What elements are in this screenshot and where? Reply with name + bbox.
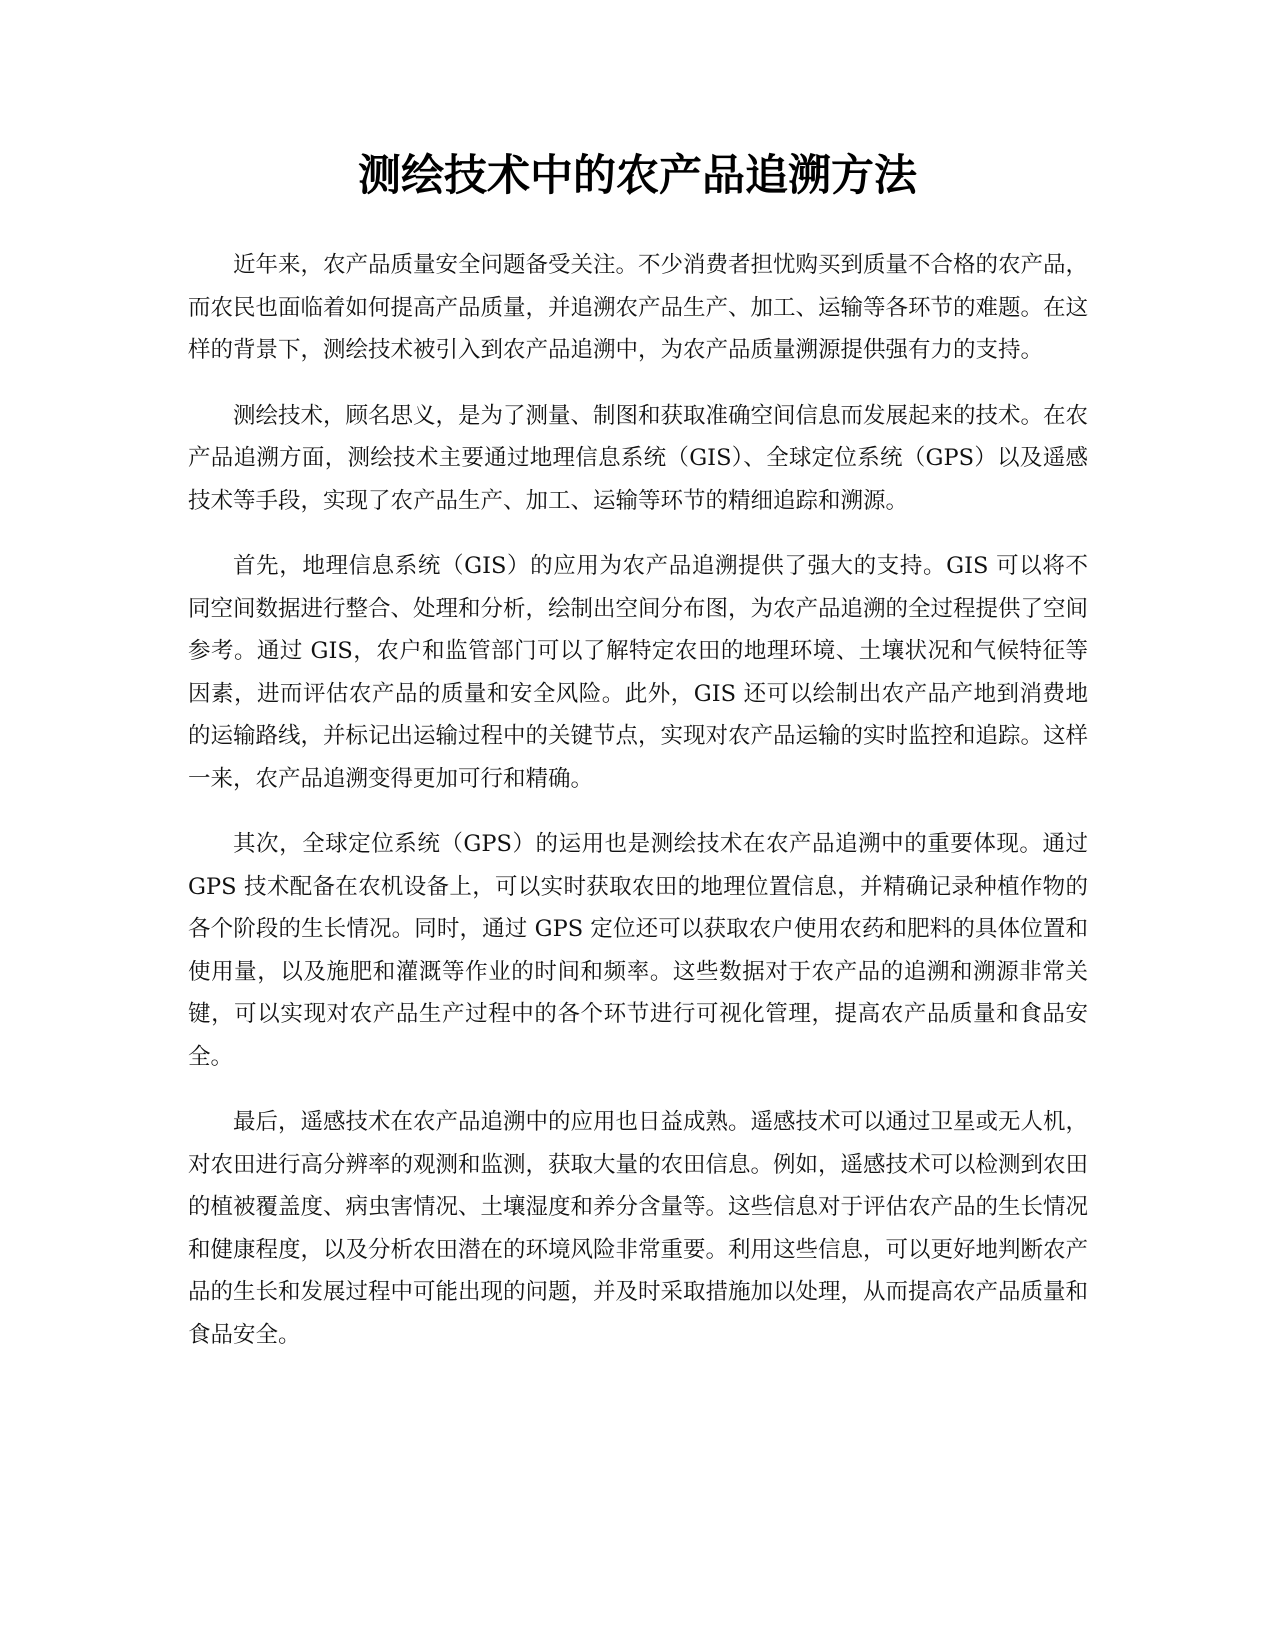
paragraph-gis: 首先，地理信息系统（GIS）的应用为农产品追溯提供了强大的支持。GIS 可以将不同空间数据进行整合、处理和分析，绘制出空间分布图，为农产品追溯的全过程提供了空间参考。通过 GIS，农户和监管部门可以了解特定农田的地理环境、土壤状况和气候特征等因素，进而评估农产品的质量和安全风险。此外，GIS 还可以绘制出农产品产地到消费地的运输路线，并标记出运输过程中的关键节点，实现对农产品运输的实时监控和追踪。这样一来，农产品追溯变得更加可行和精确。	[188, 553, 1089, 792]
document-body	[188, 244, 1088, 1379]
paragraph-definition: 测绘技术，顾名思义，是为了测量、制图和获取准确空间信息而发展起来的技术。在农产品追溯方面，测绘技术主要通过地理信息系统（GIS）、全球定位系统（GPS）以及遥感技术等手段，实现了农产品生产、加工、运输等环节的精细追踪和溯源。	[188, 402, 1089, 514]
paragraph-remote-sensing: 最后，遥感技术在农产品追溯中的应用也日益成熟。遥感技术可以通过卫星或无人机，对农田进行高分辨率的观测和监测，获取大量的农田信息。例如，遥感技术可以检测到农田的植被覆盖度、病虫害情况、土壤湿度和养分含量等。这些信息对于评估农产品的生长情况和健康程度，以及分析农田潜在的环境风险非常重要。利用这些信息，可以更好地判断农产品的生长和发展过程中可能出现的问题，并及时采取措施加以处理，从而提高农产品质量和食品安全。	[188, 1109, 1089, 1348]
document-title: 测绘技术中的农产品追溯方法	[358, 151, 917, 201]
paragraph-gps: 其次，全球定位系统（GPS）的运用也是测绘技术在农产品追溯中的重要体现。通过 GPS 技术配备在农机设备上，可以实时获取农田的地理位置信息，并精确记录种植作物的各个阶段的生长情况。同时，通过 GPS 定位还可以获取农户使用农药和肥料的具体位置和使用量，以及施肥和灌溉等作业的时间和频率。这些数据对于农产品的追溯和溯源非常关键，可以实现对农产品生产过程中的各个环节进行可视化管理，提高农产品质量和食品安全。	[188, 831, 1088, 1070]
paragraph-intro: 近年来，农产品质量安全问题备受关注。不少消费者担忧购买到质量不合格的农产品，而农民也面临着如何提高产品质量，并追溯农产品生产、加工、运输等各环节的难题。在这样的背景下，测绘技术被引入到农产品追溯中，为农产品质量溯源提供强有力的支持。	[188, 252, 1089, 363]
